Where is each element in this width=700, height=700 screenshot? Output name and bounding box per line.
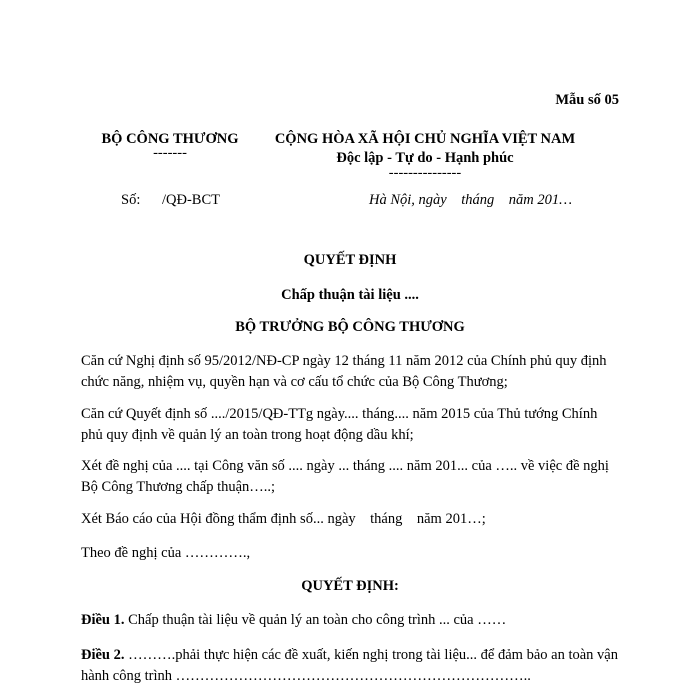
document-subject: Chấp thuận tài liệu .... bbox=[281, 287, 419, 303]
place-date: Hà Nội, ngày tháng năm 201… bbox=[369, 192, 572, 208]
article-text: ……….phải thực hiện các đề xuất, kiến nghị trong tài liệu... để đảm bảo an toàn vận hành công trình ……………………………………………………………….. bbox=[81, 647, 618, 684]
basis-paragraph: Xét Báo cáo của Hội đồng thẩm định số... ngày tháng năm 201…; bbox=[81, 511, 486, 527]
form-number: Mẫu số 05 bbox=[555, 92, 619, 108]
article-text: Chấp thuận tài liệu về quản lý an toàn cho công trình ... của …… bbox=[124, 612, 507, 628]
reference-label: Số: bbox=[121, 192, 141, 208]
republic-underline: --------------- bbox=[388, 165, 462, 181]
republic-motto: Độc lập - Tự do - Hạnh phúc bbox=[336, 150, 514, 166]
article-2 bbox=[81, 645, 621, 687]
reference-code: /QĐ-BCT bbox=[162, 192, 220, 208]
decision-heading: QUYẾT ĐỊNH: bbox=[301, 578, 399, 594]
basis-paragraph: Căn cứ Nghị định số 95/2012/NĐ-CP ngày 12 tháng 11 năm 2012 của Chính phủ quy định chức năng, nhiệm vụ, quyền hạn và cơ cấu tổ chức của Bộ Công Thương; bbox=[81, 353, 607, 390]
issuer-name: BỘ CÔNG THƯƠNG bbox=[101, 131, 239, 147]
document-title: QUYẾT ĐỊNH bbox=[303, 252, 397, 268]
article-label: Điều 1. bbox=[81, 612, 125, 628]
issuer-underline: ------- bbox=[153, 145, 187, 161]
basis-paragraph: Căn cứ Quyết định số ..../2015/QĐ-TTg ngày.... tháng.... năm 2015 của Thủ tướng Chính phủ quy định về quản lý an toàn trong hoạt động dầu khí; bbox=[81, 406, 598, 443]
article-label: Điều 2. bbox=[81, 647, 125, 663]
republic-name: CỘNG HÒA XÃ HỘI CHỦ NGHĨA VIỆT NAM bbox=[274, 131, 576, 147]
basis-paragraph: Xét đề nghị của .... tại Công văn số .... ngày ... tháng .... năm 201... của ….. về việc đề nghị Bộ Công Thương chấp thuận…..; bbox=[81, 458, 609, 495]
authority-title: BỘ TRƯỞNG BỘ CÔNG THƯƠNG bbox=[235, 319, 465, 335]
basis-paragraph: Theo đề nghị của …………., bbox=[81, 545, 251, 561]
article-1 bbox=[81, 610, 621, 631]
